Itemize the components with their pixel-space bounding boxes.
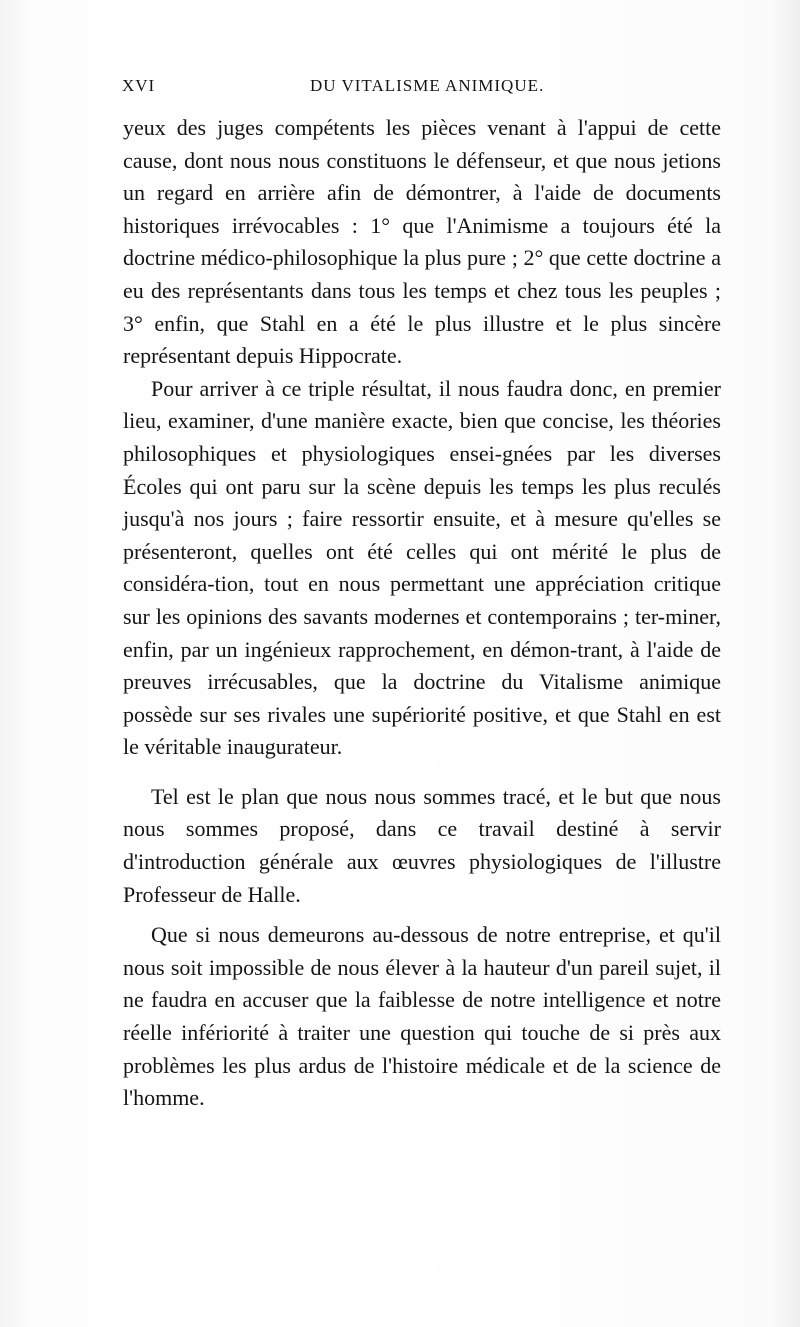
body-text bbox=[123, 112, 721, 1115]
paragraph-closing: Que si nous demeurons au-dessous de notre entreprise, et qu'il nous soit impossible de nous élever à la hauteur d'un pareil sujet, il ne faudra en accuser que la faiblesse de notre intelligence et notre réelle infériorité à traiter une question qui touche de si près aux problèmes les plus ardus de l'histoire médicale et de la science de l'homme. bbox=[123, 922, 721, 1111]
page-number: XVI bbox=[122, 76, 156, 95]
paragraph-continuation: yeux des juges compétents les pièces venant à l'appui de cette cause, dont nous nous constituons le défenseur, et que nous jetions un regard en arrière afin de démontrer, à l'aide de documents historiques irrévocables : 1° que l'Animisme a toujours été la doctrine médico-philosophique la plus pure ; 2° que cette doctrine a eu des représentants dans tous les temps et chez tous les peuples ; 3° enfin, que Stahl en a été le plus illustre et le plus sincère représentant depuis Hippocrate. bbox=[123, 115, 721, 369]
running-head bbox=[120, 76, 550, 100]
running-title: DU VITALISME ANIMIQUE. bbox=[310, 76, 545, 95]
paragraph-plan: Tel est le plan que nous nous sommes tracé, et le but que nous nous sommes proposé, dans ce travail destiné à servir d'introduction générale aux œuvres physiologiques de l'illustre Professeur de Halle. bbox=[123, 783, 721, 907]
paragraph-triple-result: Pour arriver à ce triple résultat, il nous faudra donc, en premier lieu, examiner, d'une manière exacte, bien que concise, les théories philosophiques et physiologiques ensei-gnées par les diverses Écoles qui ont paru sur la scène depuis les temps les plus reculés jusqu'à nos jours ; faire ressortir ensuite, et à mesure qu'elles se présenteront, quelles ont été celles qui ont mérité le plus de considéra-tion, tout en nous permettant une appréciation critique sur les opinions des savants modernes et contemporains ; ter-miner, enfin, par un ingénieux rapprochement, en démon-trant, à l'aide de preuves irrécusables, que la doctrine du Vitalisme animique possède sur ses rivales une supériorité positive, et que Stahl en est le véritable inaugurateur. bbox=[123, 375, 721, 760]
